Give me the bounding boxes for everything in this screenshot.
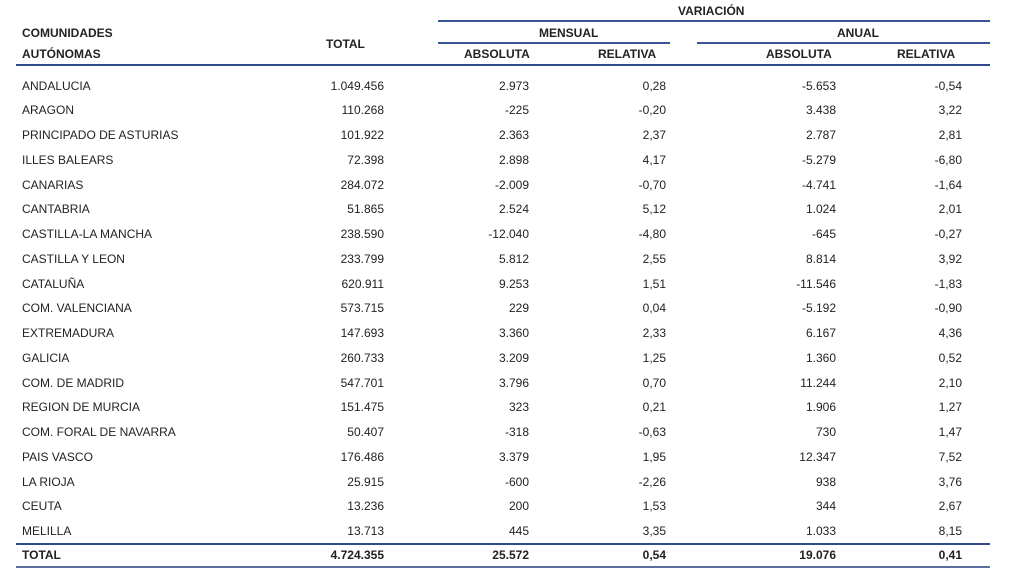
- monthly-absolute: 445: [508, 524, 529, 538]
- annual-relative: -0,90: [934, 301, 962, 316]
- monthly-relative: 0,28: [642, 78, 666, 93]
- total-value: 4.724.355: [330, 548, 384, 562]
- total-value: 101.922: [340, 128, 384, 142]
- header-variation: VARIACIÓN: [678, 4, 745, 18]
- annual-absolute: 1.024: [805, 202, 836, 217]
- table-row: [0, 247, 1024, 272]
- total-value: 151.475: [340, 400, 384, 415]
- monthly-absolute: 3.379: [498, 449, 529, 464]
- total-value: 238.590: [340, 227, 384, 241]
- annual-absolute: 11.244: [800, 375, 836, 390]
- monthly-absolute: -12.040: [488, 227, 529, 241]
- monthly-absolute: -225: [504, 103, 529, 118]
- monthly-relative: 0,04: [642, 301, 666, 316]
- annual-absolute: -4.741: [801, 177, 836, 192]
- total-value: 25.915: [347, 474, 384, 489]
- table-row: [0, 445, 1024, 470]
- region-name: GALICIA: [22, 350, 70, 365]
- region-name: CANARIAS: [22, 177, 84, 192]
- annual-absolute: 12.347: [799, 449, 836, 464]
- table-row: [0, 395, 1024, 420]
- monthly-absolute: 2.524: [498, 202, 529, 217]
- total-name: TOTAL: [22, 548, 61, 562]
- annual-absolute: -5.279: [801, 152, 836, 167]
- region-name: CEUTA: [22, 499, 62, 514]
- monthly-absolute: 9.253: [498, 276, 529, 291]
- annual-absolute: 1.906: [805, 400, 836, 415]
- region-name: REGION DE MURCIA: [22, 400, 141, 415]
- monthly-relative: 4,17: [642, 152, 666, 167]
- annual-relative: 1,47: [938, 425, 962, 439]
- total-monthly-absolute: 25.572: [492, 548, 529, 562]
- total-value: 13.713: [347, 524, 384, 538]
- total-value: 51.865: [347, 202, 384, 217]
- annual-absolute: -645: [811, 227, 836, 241]
- monthly-relative: 1,51: [642, 276, 666, 291]
- table-row: [0, 197, 1024, 222]
- annual-relative: -0,27: [934, 227, 962, 241]
- monthly-absolute: 2.898: [498, 152, 529, 167]
- monthly-absolute: 3.360: [498, 326, 529, 340]
- region-name: PAIS VASCO: [22, 449, 93, 464]
- header-total: TOTAL: [326, 37, 365, 51]
- monthly-relative: 1,95: [642, 449, 666, 464]
- table-row-total: [0, 543, 1024, 568]
- header-region-line2: AUTÓNOMAS: [22, 47, 101, 61]
- table-row: [0, 272, 1024, 297]
- monthly-absolute: 200: [508, 499, 529, 514]
- annual-absolute: 8.814: [805, 251, 836, 266]
- region-name: CATALUÑA: [22, 276, 85, 291]
- table-row: [0, 494, 1024, 519]
- total-annual-relative: 0,41: [938, 548, 962, 562]
- region-name: COM. VALENCIANA: [22, 301, 132, 316]
- annual-relative: 8,15: [938, 524, 962, 538]
- annual-absolute: 1.033: [805, 524, 836, 538]
- monthly-relative: 2,55: [642, 251, 666, 266]
- annual-relative: 2,01: [938, 202, 962, 217]
- table-row: [0, 346, 1024, 371]
- monthly-relative: -2,26: [638, 474, 666, 489]
- region-name: EXTREMADURA: [22, 326, 115, 340]
- monthly-relative: 1,53: [642, 499, 666, 514]
- total-value: 1.049.456: [330, 78, 384, 93]
- region-name: PRINCIPADO DE ASTURIAS: [22, 128, 179, 142]
- table-row: [0, 148, 1024, 173]
- total-value: 147.693: [340, 326, 384, 340]
- monthly-absolute: -2.009: [494, 177, 529, 192]
- table-row: [0, 470, 1024, 495]
- monthly-relative: -0,70: [638, 177, 666, 192]
- annual-absolute: 6.167: [805, 326, 836, 340]
- table-row: [0, 98, 1024, 123]
- header-monthly-relative: RELATIVA: [598, 47, 657, 61]
- total-value: 233.799: [340, 251, 384, 266]
- annual-relative: 2,81: [938, 128, 962, 142]
- annual-relative: 3,92: [938, 251, 962, 266]
- annual-relative: 3,22: [938, 103, 962, 118]
- header-region-line1: COMUNIDADES: [22, 26, 113, 40]
- annual-absolute: 2.787: [805, 128, 836, 142]
- table-row: [0, 321, 1024, 346]
- monthly-absolute: 323: [508, 400, 529, 415]
- total-value: 260.733: [340, 350, 384, 365]
- annual-relative: 7,52: [938, 449, 962, 464]
- table-row: [0, 74, 1024, 99]
- monthly-absolute: 3.796: [498, 375, 529, 390]
- annual-relative: 0,52: [938, 350, 962, 365]
- monthly-relative: -0,63: [638, 425, 666, 439]
- monthly-absolute: -318: [504, 425, 529, 439]
- total-value: 176.486: [340, 449, 384, 464]
- annual-relative: 2,67: [938, 499, 962, 514]
- table-row: [0, 420, 1024, 445]
- total-value: 110.268: [341, 103, 384, 118]
- monthly-relative: 2,37: [642, 128, 666, 142]
- annual-relative: -1,83: [934, 276, 962, 291]
- monthly-absolute: 5.812: [498, 251, 529, 266]
- region-name: CANTABRIA: [22, 202, 90, 217]
- table-row: [0, 222, 1024, 247]
- monthly-absolute: -600: [504, 474, 529, 489]
- header-monthly: MENSUAL: [539, 26, 599, 40]
- total-value: 547.701: [340, 375, 384, 390]
- annual-relative: 1,27: [938, 400, 962, 415]
- region-name: CASTILLA Y LEON: [22, 251, 125, 266]
- annual-relative: -0,54: [934, 78, 962, 93]
- annual-absolute: 730: [815, 425, 836, 439]
- region-name: COM. FORAL DE NAVARRA: [22, 425, 176, 439]
- annual-absolute: 1.360: [805, 350, 836, 365]
- region-name: ILLES BALEARS: [22, 152, 114, 167]
- total-value: 620.911: [341, 276, 384, 291]
- annual-absolute: -5.653: [801, 78, 836, 93]
- total-annual-absolute: 19.076: [799, 548, 836, 562]
- monthly-absolute: 3.209: [498, 350, 529, 365]
- total-monthly-relative: 0,54: [642, 548, 666, 562]
- monthly-absolute: 2.973: [498, 78, 529, 93]
- annual-relative: -1,64: [934, 177, 962, 192]
- monthly-absolute: 229: [508, 301, 529, 316]
- table-row: [0, 371, 1024, 396]
- total-value: 13.236: [347, 499, 384, 514]
- rule-variation: [438, 20, 990, 22]
- monthly-relative: 0,21: [642, 400, 666, 415]
- annual-relative: -6,80: [934, 152, 962, 167]
- region-name: MELILLA: [22, 524, 72, 538]
- monthly-relative: 3,35: [642, 524, 666, 538]
- total-value: 284.072: [340, 177, 384, 192]
- annual-absolute: -5.192: [801, 301, 836, 316]
- annual-relative: 4,36: [938, 326, 962, 340]
- monthly-relative: 0,70: [642, 375, 666, 390]
- header-monthly-absolute: ABSOLUTA: [464, 47, 530, 61]
- header-annual: ANUAL: [837, 26, 879, 40]
- total-value: 72.398: [347, 152, 384, 167]
- monthly-relative: 2,33: [642, 326, 666, 340]
- rule-monthly: [438, 42, 670, 44]
- region-name: CASTILLA-LA MANCHA: [22, 227, 153, 241]
- header-annual-relative: RELATIVA: [897, 47, 956, 61]
- rule-annual: [697, 42, 990, 44]
- monthly-absolute: 2.363: [498, 128, 529, 142]
- annual-absolute: -11.546: [796, 276, 836, 291]
- total-value: 573.715: [340, 301, 384, 316]
- region-name: COM. DE MADRID: [22, 375, 124, 390]
- table-row: [0, 173, 1024, 198]
- monthly-relative: -0,20: [638, 103, 666, 118]
- rule-header-bottom: [16, 64, 990, 66]
- annual-absolute: 3.438: [805, 103, 836, 118]
- region-name: LA RIOJA: [22, 474, 75, 489]
- total-value: 50.407: [347, 425, 384, 439]
- annual-absolute: 938: [815, 474, 836, 489]
- region-name: ARAGON: [22, 103, 75, 118]
- annual-absolute: 344: [815, 499, 836, 514]
- annual-relative: 3,76: [938, 474, 962, 489]
- monthly-relative: -4,80: [638, 227, 666, 241]
- monthly-relative: 1,25: [642, 350, 666, 365]
- monthly-relative: 5,12: [642, 202, 666, 217]
- annual-relative: 2,10: [938, 375, 962, 390]
- table-row: [0, 519, 1024, 544]
- table-row: [0, 123, 1024, 148]
- table-row: [0, 296, 1024, 321]
- header-annual-absolute: ABSOLUTA: [766, 47, 832, 61]
- region-name: ANDALUCIA: [22, 78, 91, 93]
